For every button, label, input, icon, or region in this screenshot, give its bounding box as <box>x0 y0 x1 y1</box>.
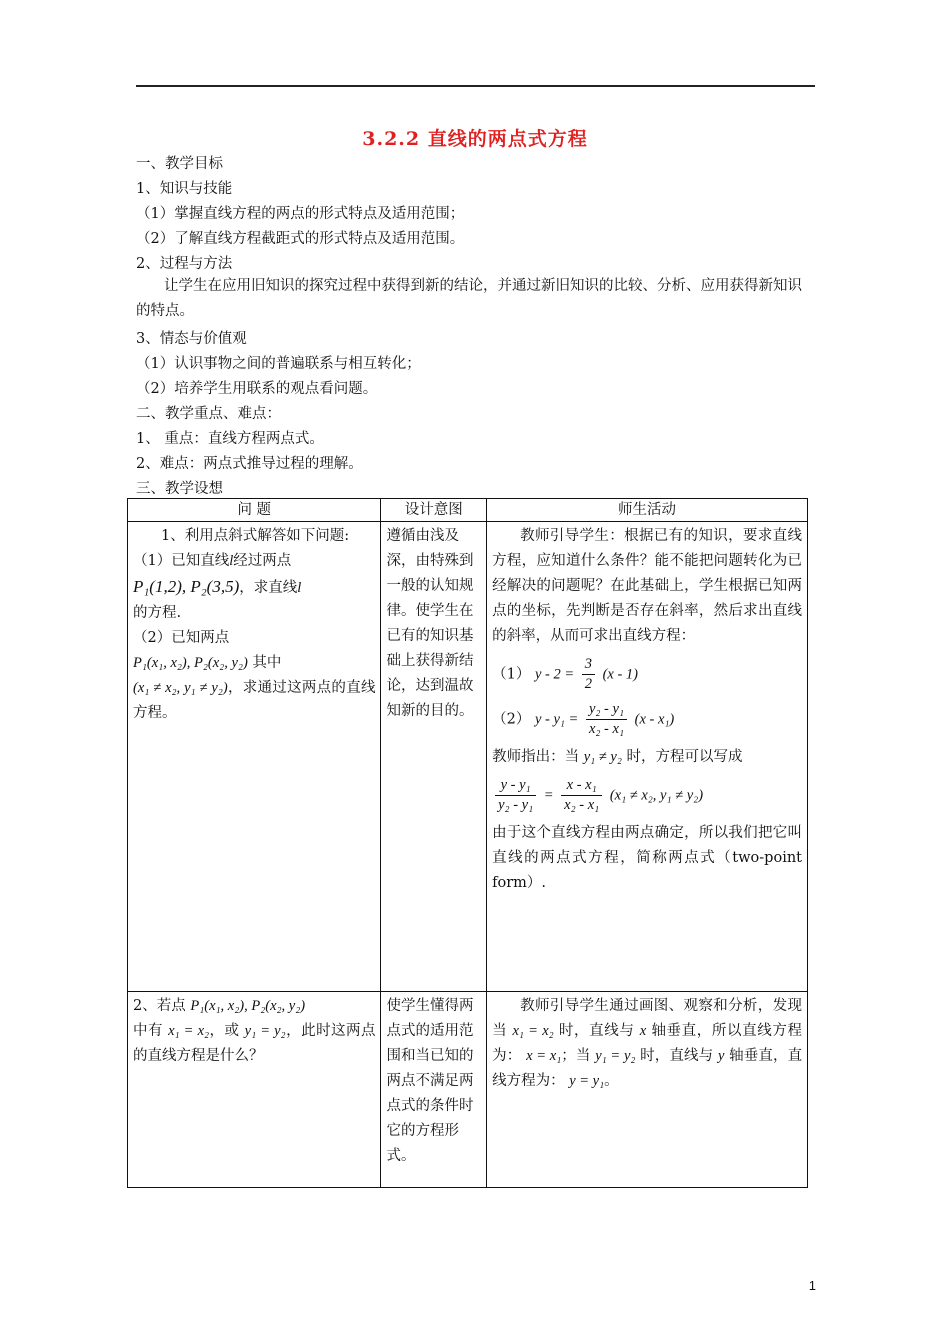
numerator: y₂ - y₁ <box>586 700 627 720</box>
math-condition: (x₁ ≠ x₂, y₁ ≠ y₂) <box>609 787 704 804</box>
text: 教师指出：当 <box>492 749 580 765</box>
math-condition: x₁ = x₂ <box>512 1023 554 1039</box>
denominator: x₂ - x₁ <box>564 797 600 813</box>
text: 时，直线与 <box>640 1048 714 1064</box>
text: ，求直线 <box>239 580 298 596</box>
table-row <box>128 992 808 1188</box>
numerator: x - x₁ <box>561 776 602 796</box>
objective-item: （2）了解直线方程截距式的形式特点及适用范围。 <box>136 231 465 247</box>
text: 经过两点 <box>233 553 292 569</box>
subheading-values: 3、情态与价值观 <box>136 331 247 347</box>
math-y: y <box>717 1048 725 1064</box>
question-text <box>133 994 375 1019</box>
subheading-process: 2、过程与方法 <box>136 256 233 272</box>
math: = <box>543 787 554 804</box>
question-part-1-points <box>133 574 375 601</box>
text: 中有 <box>133 1023 163 1039</box>
numerator: y - y₁ <box>495 776 536 796</box>
text: 教师引导学生通过画图、观察和分析，发现当 <box>492 998 802 1039</box>
activity-note <box>492 745 802 770</box>
objective-item: （1）掌握直线方程的两点的形式特点及适用范围； <box>136 206 465 222</box>
math-condition: y₁ ≠ y₂ <box>583 749 622 765</box>
math: y - y₁ = <box>534 711 579 728</box>
math-points: P₁(x₁, x₂), P₂(x₂, y₂) <box>133 655 248 671</box>
question-part-1 <box>133 549 375 574</box>
fraction <box>495 776 536 815</box>
math-condition: x₁ = x₂ <box>168 1023 210 1039</box>
process-paragraph: 让学生在应用旧知识的探究过程中获得到新的结论，并通过新旧知识的比较、分析、应用获得新知识的特点。 <box>136 278 802 319</box>
section-heading-keypoints: 二、教学重点、难点： <box>136 406 281 422</box>
question-cell <box>128 992 381 1188</box>
page-number: 1 <box>808 1278 816 1293</box>
text: （1）已知直线 <box>133 553 230 569</box>
activity-cell <box>487 992 808 1188</box>
denominator: y₂ - y₁ <box>498 797 534 813</box>
table-row <box>128 522 808 992</box>
activity-paragraph: 教师引导学生：根据已有的知识，要求直线方程，应知道什么条件？能不能把问题转化为已经解决的问题呢？在此基础上，学生根据已知两点的坐标，先判断是否存在斜率，然后求出直线的斜率，从而可求出直线方程： <box>492 528 802 644</box>
difficulty-item: 2、难点：两点式推导过程的理解。 <box>136 456 363 472</box>
text: ，求通过这两点的直线方程。 <box>133 680 376 721</box>
math-equation: x = x₁ <box>526 1048 562 1064</box>
eq-label: （1） <box>492 666 531 683</box>
activity-conclusion: 由于这个直线方程由两点确定，所以我们把它叫直线的两点式方程，简称两点式（two-point form）. <box>492 825 802 891</box>
math-points: P₁(x₁, x₂), P₂(x₂, y₂) <box>190 998 306 1014</box>
eq-label: （2） <box>492 711 531 728</box>
text: 轴垂直，所以直线方程为： <box>492 1023 803 1064</box>
math-condition: y₁ = y₂ <box>244 1023 286 1039</box>
equation-2 <box>492 700 802 739</box>
text: 时，方程可以写成 <box>626 749 743 765</box>
math: (x - x₁) <box>634 711 675 728</box>
question-part-2-points <box>133 651 375 676</box>
values-item: （2）培养学生用联系的观点看问题。 <box>136 381 378 397</box>
math-equation: y = y₁ <box>569 1073 605 1089</box>
numerator: 3 <box>582 655 595 675</box>
section-heading-design: 三、教学设想 <box>136 481 223 497</box>
question-part-2: （2）已知两点 <box>133 630 230 646</box>
fraction <box>561 776 602 815</box>
equation-two-point-form <box>492 776 802 815</box>
question-part-2-cond <box>133 676 375 726</box>
math: y - 2 = <box>534 666 575 683</box>
math-l: l <box>297 580 302 596</box>
document-title: 3.2.2 直线的两点式方程 <box>362 128 588 150</box>
question-text <box>133 1019 375 1069</box>
text: ；当 <box>561 1048 591 1064</box>
text: 的方程. <box>133 605 182 621</box>
subheading-knowledge: 1、知识与技能 <box>136 181 233 197</box>
math-condition: (x₁ ≠ x₂, y₁ ≠ y₂) <box>133 680 228 696</box>
question-intro: 1、利用点斜式解答如下问题: <box>161 528 350 544</box>
intent-cell: 遵循由浅及深，由特殊到一般的认知规律。使学生在已有的知识基础上获得新结论，达到温故知新的目的。 <box>381 522 487 992</box>
math-condition: y₁ = y₂ <box>595 1048 636 1064</box>
text: 轴垂直，直线方程为： <box>492 1048 803 1089</box>
header-intent: 设计意图 <box>381 499 487 522</box>
table-header-row <box>128 499 808 522</box>
math-l: l <box>229 553 234 569</box>
header-rule <box>136 85 815 87</box>
text: 。 <box>604 1073 619 1089</box>
math-points: P₁(1,2), P₂(3,5) <box>133 577 240 596</box>
denominator: x₂ - x₁ <box>588 721 624 737</box>
fraction <box>586 700 627 739</box>
activity-cell <box>487 522 808 992</box>
text: 其中 <box>252 655 282 671</box>
text: ，或 <box>209 1023 240 1039</box>
section-heading-objectives: 一、教学目标 <box>136 156 223 172</box>
header-question: 问 题 <box>128 499 381 522</box>
equation-1 <box>492 655 802 694</box>
math-x: x <box>639 1023 647 1039</box>
denominator: 2 <box>584 676 592 692</box>
lesson-design-table <box>127 498 808 1188</box>
keypoint-item: 1、 重点：直线方程两点式。 <box>136 431 324 447</box>
activity-paragraph <box>492 994 802 1094</box>
values-item: （1）认识事物之间的普遍联系与相互转化； <box>136 356 421 372</box>
intent-cell: 使学生懂得两点式的适用范围和当已知的两点不满足两点式的条件时它的方程形式。 <box>381 992 487 1188</box>
math: (x - 1) <box>602 666 639 683</box>
text: ，此时这两点的直线方程是什么？ <box>133 1023 376 1064</box>
header-activity: 师生活动 <box>487 499 808 522</box>
text: 2、若点 <box>133 998 186 1014</box>
fraction <box>582 655 595 694</box>
question-cell <box>128 522 381 992</box>
text: 时，直线与 <box>558 1023 635 1039</box>
